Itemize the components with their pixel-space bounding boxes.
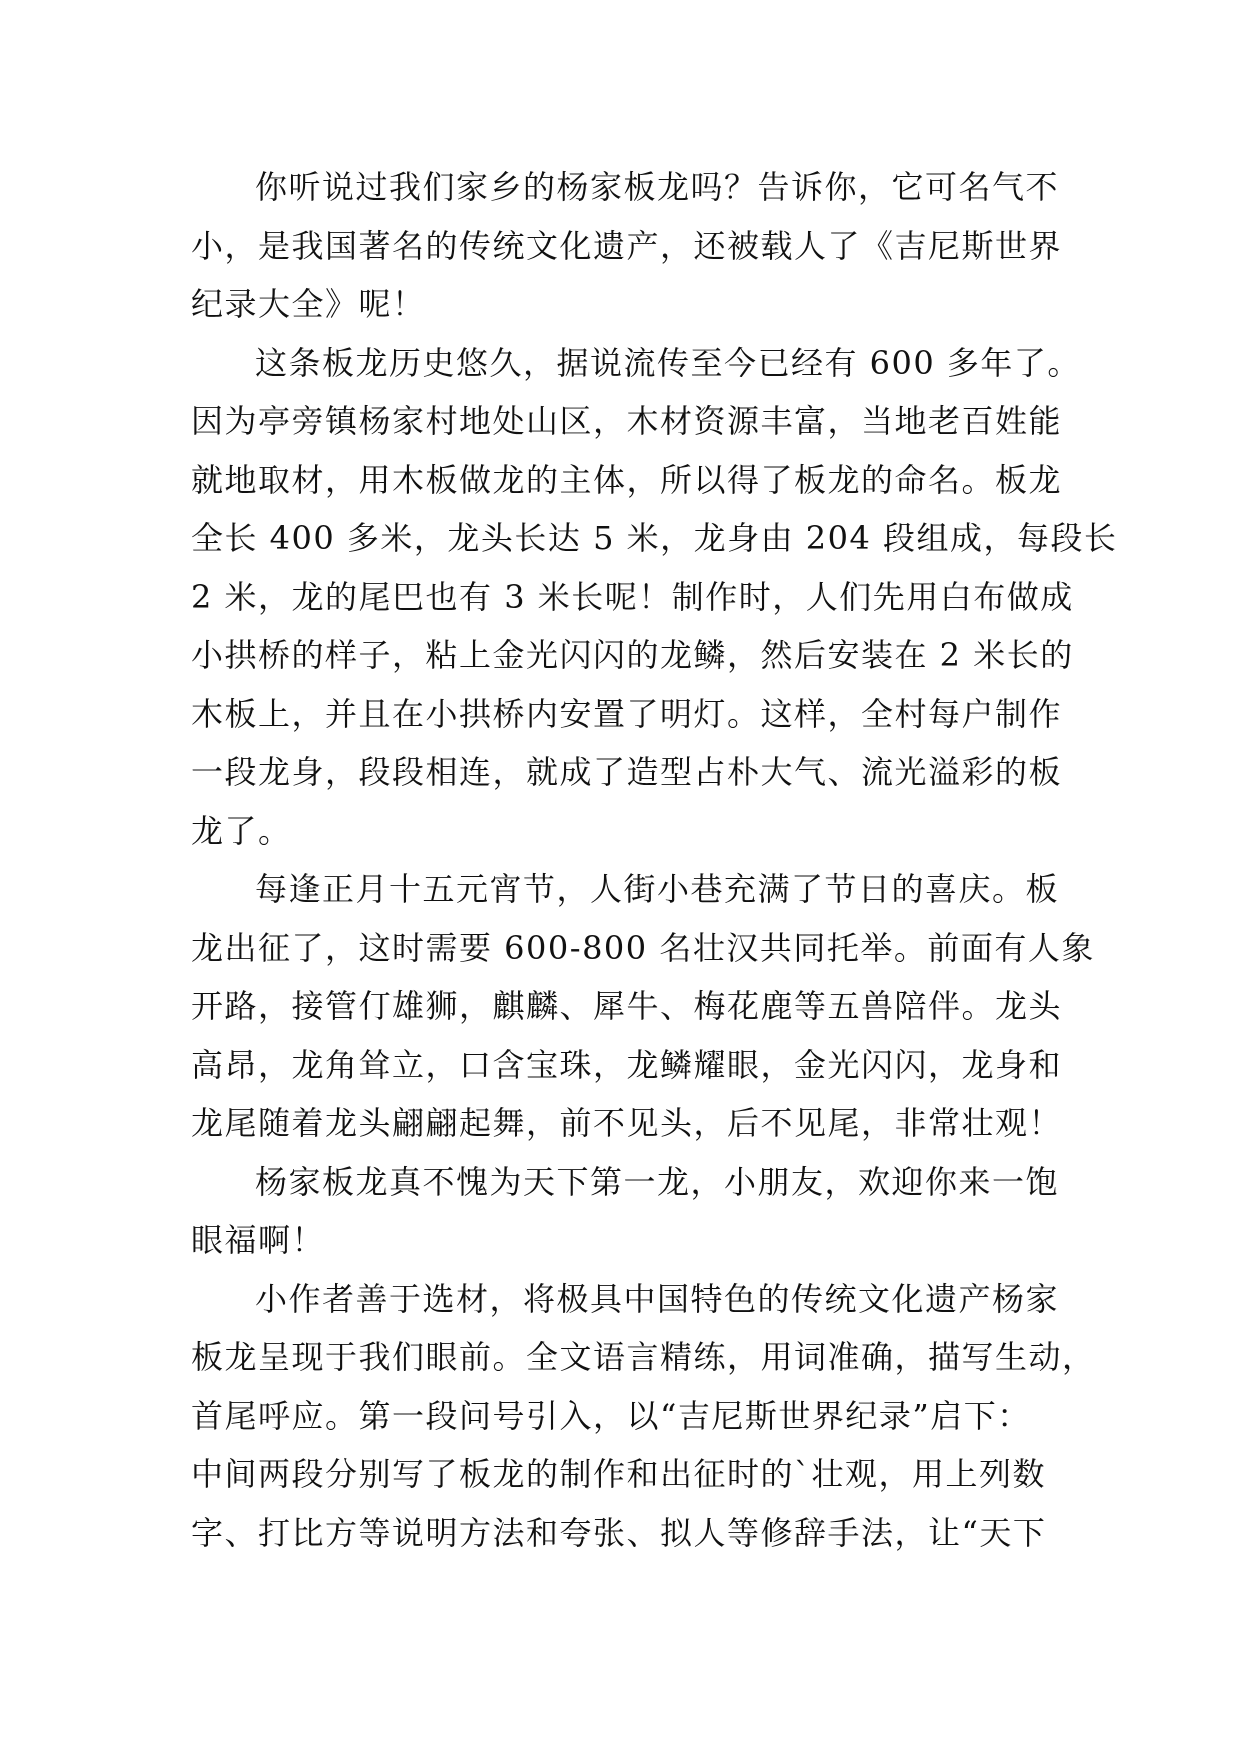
- paragraph-line: 每逢正月十五元宵节，人街小巷充满了节日的喜庆。板: [255, 870, 1060, 908]
- paragraph-line: 一段龙身，段段相连，就成了造型占朴大气、流光溢彩的板: [191, 753, 1063, 791]
- paragraph-line: 2 米，龙的尾巴也有 3 米长呢！制作时，人们先用白布做成: [191, 577, 1074, 616]
- paragraph-line: 龙尾随着龙头翩翩起舞，前不见头，后不见尾，非常壮观！: [191, 1104, 1063, 1142]
- paragraph-line: 因为亭旁镇杨家村地处山区，木材资源丰富，当地老百姓能: [191, 402, 1063, 440]
- paragraph-line: 首尾呼应。第一段问号引入，以“吉尼斯世界纪录”启下：: [191, 1396, 1031, 1435]
- paragraph-line: 纪录大全》呢！: [191, 285, 426, 323]
- paragraph-1: [191, 158, 1071, 334]
- paragraph-line: 你听说过我们家乡的杨家板龙吗？告诉你，它可名气不: [255, 168, 1060, 206]
- paragraph-2: [191, 334, 1118, 861]
- paragraph-line: 眼福啊！: [191, 1221, 326, 1259]
- paragraph-line: 龙了。: [191, 811, 292, 850]
- paragraph-line: 中间两段分别写了板龙的制作和出征时的`壮观，用上列数: [191, 1455, 1047, 1493]
- paragraph-line: 木板上，并且在小拱桥内安置了明灯。这样，全村每户制作: [191, 694, 1063, 733]
- paragraph-line: 开路，接管仃雄狮，麒麟、犀牛、梅花鹿等五兽陪伴。龙头: [191, 987, 1063, 1025]
- paragraph-line: 高昂，龙角耸立，口含宝珠，龙鳞耀眼，金光闪闪，龙身和: [191, 1045, 1063, 1084]
- article-body: [191, 158, 1118, 1562]
- paragraph-line: 杨家板龙真不愧为天下第一龙，小朋友，欢迎你来一饱: [255, 1162, 1060, 1201]
- paragraph-line: 小，是我国著名的传统文化遗产，还被载人了《吉尼斯世界: [191, 226, 1063, 265]
- paragraph-line: 字、打比方等说明方法和夸张、拟人等修辞手法，让“天下: [191, 1513, 1047, 1552]
- paragraph-line: 龙出征了，这时需要 600-800 名壮汉共同托举。前面有人象: [191, 928, 1095, 967]
- paragraph-line: 小作者善于选材，将极具中国特色的传统文化遗产杨家: [255, 1279, 1060, 1318]
- paragraph-3: [191, 860, 1095, 1153]
- paragraph-5: [191, 1270, 1096, 1563]
- paragraph-line: 全长 400 多米，龙头长达 5 米，龙身由 204 段组成，每段长: [191, 519, 1118, 557]
- paragraph-line: 板龙呈现于我们眼前。全文语言精练，用词准确，描写生动，: [191, 1338, 1096, 1376]
- paragraph-line: 这条板龙历史悠久，据说流传至今已经有 600 多年了。: [255, 343, 1081, 382]
- paragraph-4: [191, 1153, 1071, 1270]
- paragraph-line: 就地取材，用木板做龙的主体，所以得了板龙的命名。板龙: [191, 460, 1063, 499]
- paragraph-line: 小拱桥的样子，粘上金光闪闪的龙鳞，然后安装在 2 米长的: [191, 636, 1074, 674]
